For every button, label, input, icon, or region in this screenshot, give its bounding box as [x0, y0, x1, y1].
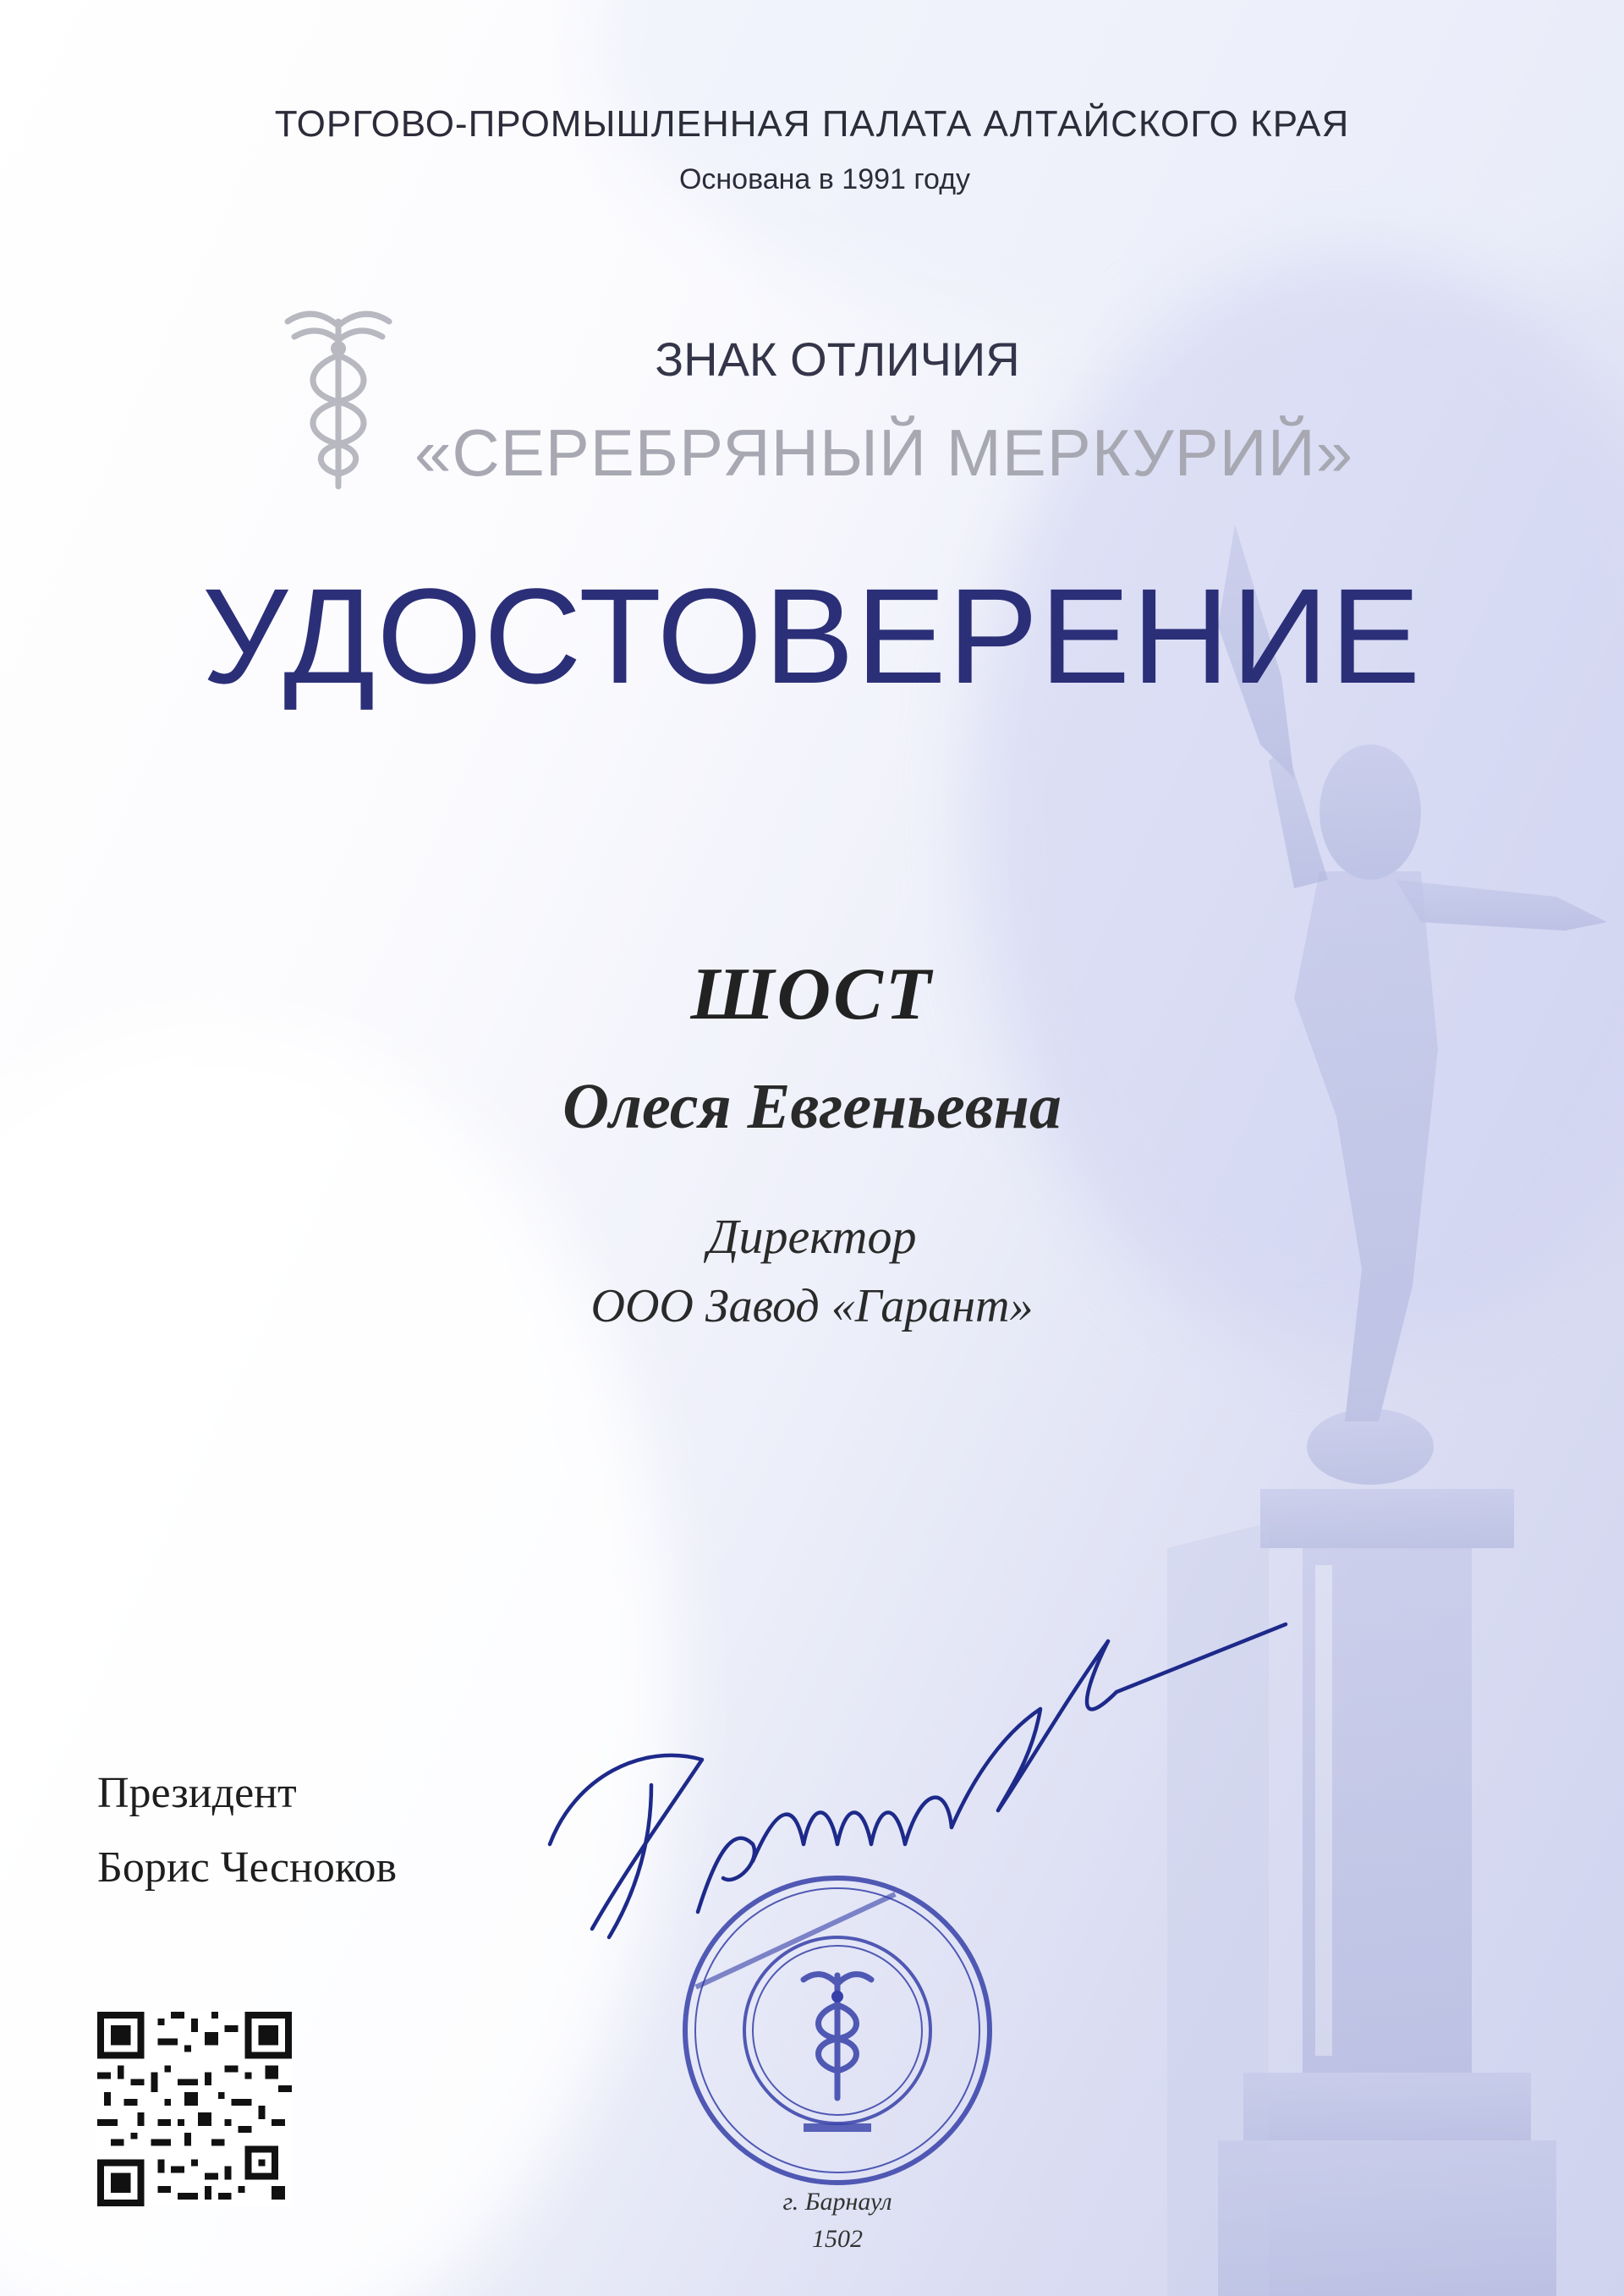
signer-title: Президент — [97, 1769, 297, 1817]
organization-name: ТОРГОВО-ПРОМЫШЛЕННАЯ ПАЛАТА АЛТАЙСКОГО КРАЯ — [274, 103, 1350, 145]
founded-year-caption: Основана в 1991 году — [678, 163, 971, 195]
award-name: «СЕРЕБРЯНЫЙ МЕРКУРИЙ» — [414, 415, 1354, 490]
recipient-position: Директор — [707, 1209, 917, 1264]
recipient-surname: ШОСТ — [690, 953, 934, 1035]
recipient-given-names: Олеся Евгеньевна — [562, 1071, 1062, 1142]
certificate-number: 1502 — [812, 2225, 863, 2253]
organization-stamp — [677, 1870, 998, 2191]
recipient-company: ООО Завод «Гарант» — [590, 1280, 1034, 1332]
document-title: УДОСТОВЕРЕНИЕ — [201, 560, 1423, 711]
signer-name: Борис Чесноков — [97, 1843, 398, 1892]
mercury-statue-watermark — [1167, 525, 1624, 2296]
city-caption: г. Барнаул — [782, 2188, 892, 2216]
award-label: ЗНАК ОТЛИЧИЯ — [655, 332, 1020, 386]
qr-code[interactable] — [97, 2012, 292, 2206]
